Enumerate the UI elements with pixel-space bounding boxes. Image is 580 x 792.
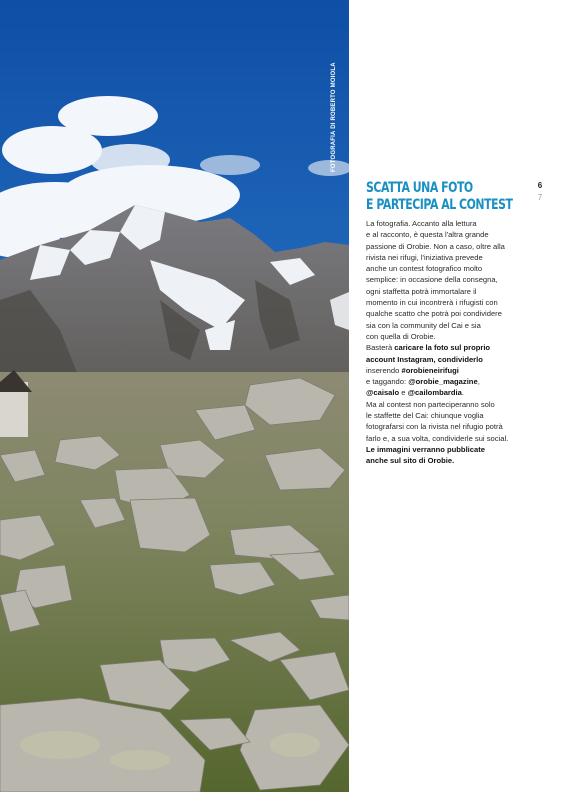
body-line: [366, 376, 524, 387]
article-title: [366, 180, 513, 214]
body-line: anche un contest fotografico molto: [366, 264, 483, 274]
title-line-2: E PARTECIPA AL CONTEST: [366, 197, 513, 213]
body-text: ,: [477, 377, 480, 387]
body-bold-text: Le immagini verranno pubblicate: [366, 444, 485, 454]
body-text: e taggando:: [366, 377, 409, 387]
body-text: .: [461, 388, 464, 398]
body-line: rivista nei rifugi, l'iniziativa prevede: [366, 252, 483, 262]
body-bold-text: caricare la foto sul proprio: [394, 343, 491, 353]
photo-credit-text: FOTOGRAFIA DI ROBERTO MOIOLA: [331, 62, 337, 172]
body-line: La fotografia. Accanto alla lettura: [366, 219, 477, 228]
title-line-1: SCATTA UNA FOTO: [366, 180, 473, 196]
body-line: passione di Orobie. Non a caso, oltre alla: [366, 241, 505, 251]
body-line: semplice: in occasione della consegna,: [366, 275, 498, 285]
body-bold-text: account Instagram, condividerlo: [366, 354, 483, 364]
body-line: momento in cui incontrerà i rifugisti con: [366, 298, 498, 308]
body-bold-text: anche sul sito di Orobie.: [366, 456, 455, 466]
page-numbers: [534, 180, 546, 204]
mention: @orobie_magazine: [408, 377, 478, 387]
mention: @caisalo: [366, 388, 400, 398]
body-text: Basterà: [366, 343, 395, 353]
page-number-next: 7: [537, 193, 543, 202]
body-line: le staffette del Cai: chiunque voglia: [366, 411, 484, 421]
body-line: con quella di Orobie.: [366, 331, 436, 341]
photo-credit: [329, 52, 343, 172]
body-line: [366, 342, 524, 353]
body-text: inserendo: [366, 365, 402, 375]
hashtag: #orobieneirifugi: [401, 365, 459, 375]
body-line: sia con la community del Cai e sia: [366, 320, 481, 330]
body-line: [366, 387, 524, 398]
body-line: [366, 444, 524, 455]
body-text: e: [399, 388, 408, 398]
mention: @cailombardia: [407, 388, 462, 398]
article-body: [366, 218, 524, 467]
page-number-current: 6: [537, 181, 543, 190]
body-line: fotografarsi con la rivista nel rifugio potrà: [366, 422, 503, 432]
body-line: e al racconto, è questa l'altra grande: [366, 230, 489, 240]
body-line: [366, 455, 524, 466]
body-line: [366, 354, 524, 365]
body-line: Ma al contest non parteciperanno solo: [366, 399, 495, 409]
body-line: qualche scatto che potrà poi condividere: [366, 309, 502, 319]
body-line: ogni staffetta potrà immortalare il: [366, 286, 477, 296]
body-line: [366, 365, 524, 376]
body-line: farlo e, a sua volta, condividerle sui social.: [366, 433, 509, 443]
